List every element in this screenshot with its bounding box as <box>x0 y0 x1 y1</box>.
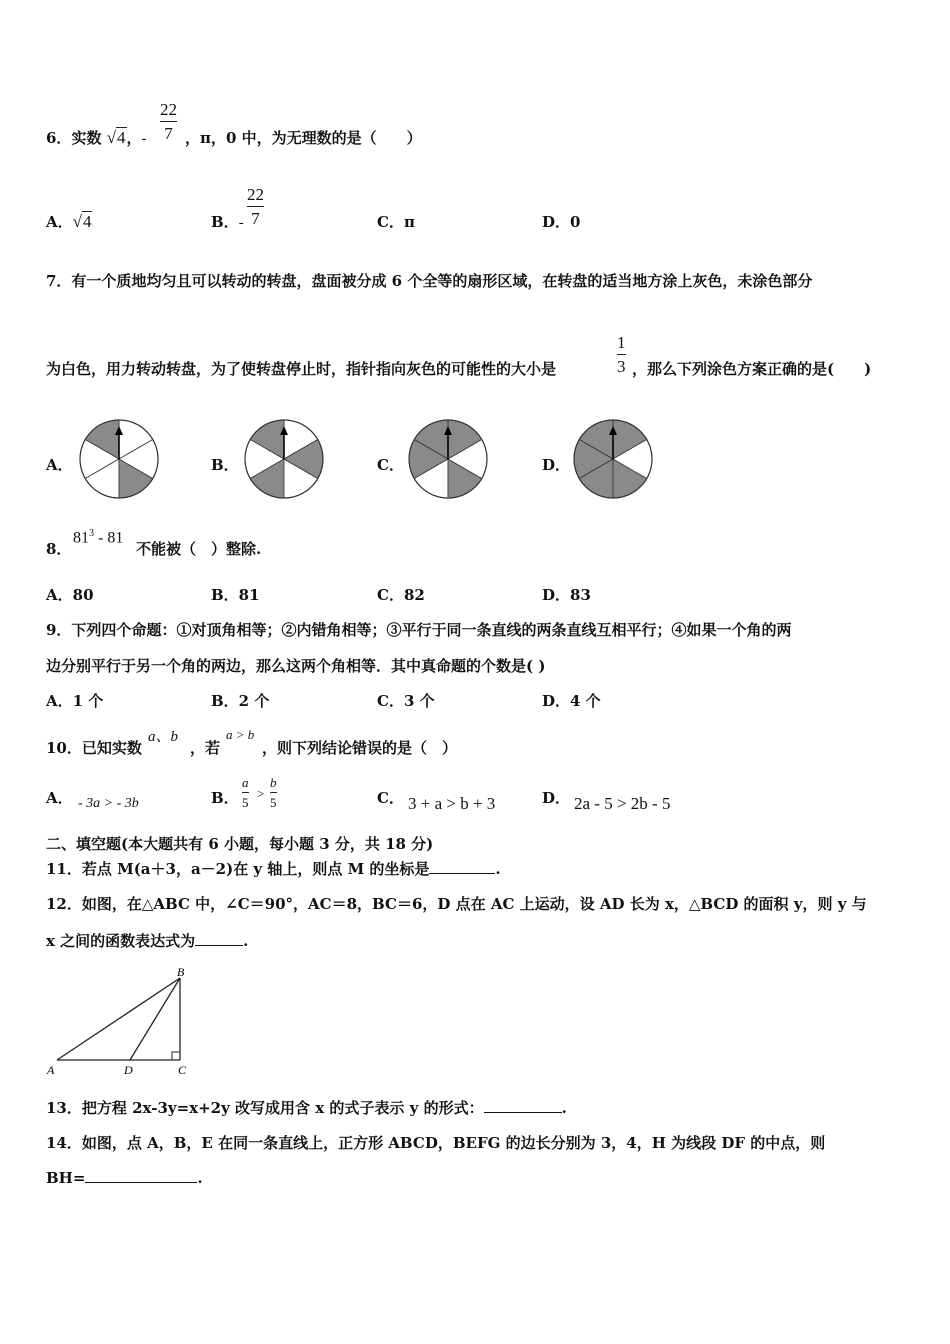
q6-option-b[interactable]: B．- <box>211 213 244 231</box>
q8-option-c[interactable]: C．82 <box>377 586 425 604</box>
q8-option-d[interactable]: D．83 <box>542 586 591 604</box>
q7-option-c-label[interactable]: C． <box>377 456 404 474</box>
q6-option-c[interactable]: C．π <box>377 213 415 231</box>
q7-option-a-label[interactable]: A． <box>46 456 73 474</box>
q13-stem: 13．把方程 2x-3y=x+2y 改写成用含 x 的式子表示 y 的形式： . <box>46 1099 567 1117</box>
spinner-a <box>78 418 160 500</box>
q10-option-b-frac1: a 5 <box>242 775 249 810</box>
q10-option-c-expr: 3 + a > b + 3 <box>408 794 496 813</box>
q10-option-b[interactable]: B． <box>211 789 239 807</box>
spinner-d <box>572 418 654 500</box>
q8-stem-rest: 不能被（ ）整除. <box>136 540 262 558</box>
q6-fraction: 22 7 <box>160 100 177 143</box>
spinner-c <box>407 418 489 500</box>
label-d: D <box>124 1063 133 1077</box>
q9-option-a[interactable]: A．1 个 <box>46 692 104 710</box>
q10-option-c[interactable]: C． <box>377 789 404 807</box>
label-b: B <box>177 965 185 979</box>
q10-option-a[interactable]: A． <box>46 789 73 807</box>
label-c: C <box>178 1063 187 1077</box>
q7-line2-before: 为白色，用力转动转盘，为了使转盘停止时，指针指向灰色的可能性的大小是 <box>46 360 557 378</box>
q10-option-b-gt: > <box>257 786 265 801</box>
q6-stem-rest: ，π，0 中，为无理数的是（ ） <box>185 129 422 147</box>
q9-option-c[interactable]: C．3 个 <box>377 692 435 710</box>
q13-answer-blank[interactable] <box>484 1112 562 1113</box>
q7-option-b-label[interactable]: B． <box>211 456 239 474</box>
q10-option-b-frac2: b 5 <box>270 775 277 810</box>
q10-number: 10．已知实数 <box>46 739 142 757</box>
q9-line2: 边分别平行于另一个角的两边，那么这两个角相等．其中真命题的个数是( ) <box>46 657 546 675</box>
q7-option-d-label[interactable]: D． <box>542 456 571 474</box>
q12-triangle-figure <box>44 964 194 1080</box>
q6-stem: 6．实数 √4，- <box>46 128 147 147</box>
q7-line1: 7．有一个质地均匀且可以转动的转盘，盘面被分成 6 个全等的扇形区域，在转盘的适当地方涂上灰色，未涂色部分 <box>46 272 813 290</box>
q8-expression: $81^3 - 81$ <box>73 528 124 547</box>
label-a: A <box>47 1063 55 1077</box>
q14-line1: 14．如图，点 A，B，E 在同一条直线上，正方形 ABCD，BEFG 的边长分别为 3，4，H 为线段 DF 的中点，则 <box>46 1134 826 1152</box>
side-ab <box>57 978 180 1060</box>
q12-line1: 12．如图，在△ABC 中，∠C＝90°，AC＝8，BC＝6，D 点在 AC 上运动，设 AD 长为 x，△BCD 的面积 y，则 y 与 <box>46 895 867 913</box>
sqrt-expression: √4 <box>106 128 126 147</box>
section-title: 二、填空题(本大题共有 6 小题，每小题 3 分，共 18 分) <box>46 835 434 853</box>
q10-vars: a、b <box>148 729 179 745</box>
q7-line2-after: ，那么下列涂色方案正确的是( ) <box>632 360 872 378</box>
q9-option-d[interactable]: D．4 个 <box>542 692 601 710</box>
right-angle-mark <box>172 1052 180 1060</box>
q8-option-a[interactable]: A．80 <box>46 586 94 604</box>
q6-option-b-fraction: 22 7 <box>247 185 264 228</box>
q10-condition: a > b <box>226 727 255 742</box>
q6-option-d[interactable]: D．0 <box>542 213 581 231</box>
q10-option-a-expr: - 3a > - 3b <box>78 796 139 811</box>
q9-line1: 9．下列四个命题：①对顶角相等；②内错角相等；③平行于同一条直线的两条直线互相平行；④如果一个角的两 <box>46 621 792 639</box>
spinner-b <box>243 418 325 500</box>
q11-stem: 11．若点 M(a＋3，a－2)在 y 轴上，则点 M 的坐标是 . <box>46 860 501 878</box>
q8-option-b[interactable]: B．81 <box>211 586 260 604</box>
q14-answer-blank[interactable] <box>85 1182 197 1183</box>
segment-bd <box>130 978 180 1060</box>
q6-option-a[interactable]: A．√4 <box>46 212 92 231</box>
q8-number: 8． <box>46 540 72 558</box>
q10-option-d[interactable]: D． <box>542 789 571 807</box>
q11-answer-blank[interactable] <box>429 873 495 874</box>
q10-mid: ，若 <box>190 739 221 757</box>
q12-answer-blank[interactable] <box>195 945 243 946</box>
q10-stem-rest: ，则下列结论错误的是（ ） <box>262 739 458 757</box>
q14-line2: BH= . <box>46 1169 203 1187</box>
q12-line2: x 之间的函数表达式为 . <box>46 932 249 950</box>
q7-fraction: 1 3 <box>617 333 626 376</box>
q9-option-b[interactable]: B．2 个 <box>211 692 270 710</box>
q10-option-d-expr: 2a - 5 > 2b - 5 <box>574 794 671 813</box>
